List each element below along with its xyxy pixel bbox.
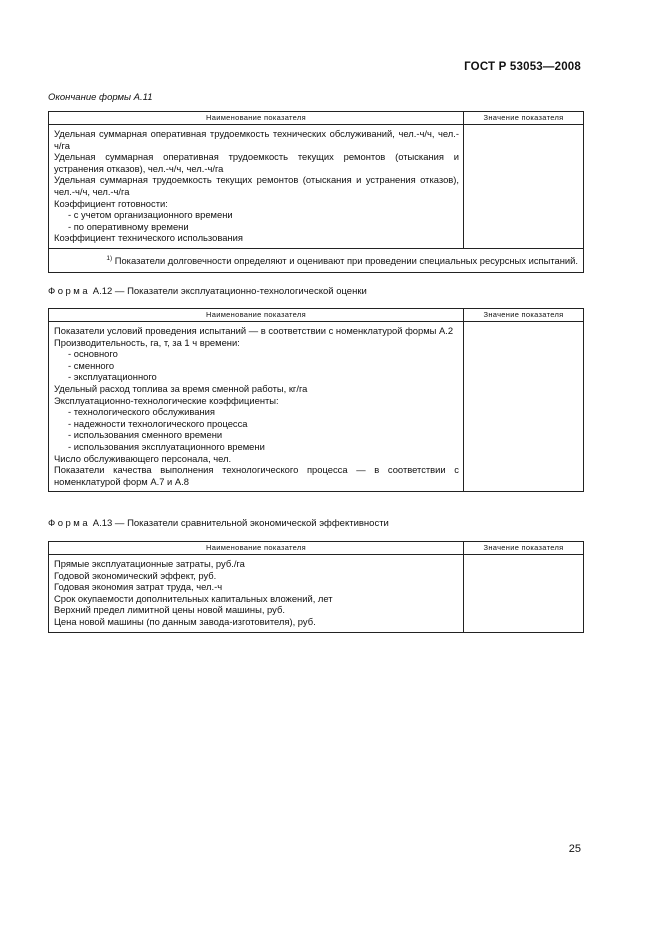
indicator-sub-item: - использования сменного времени [68, 429, 223, 441]
column-header-value: Значение показателя [464, 112, 584, 125]
column-header-name: Наименование показателя [49, 112, 464, 125]
page-number: 25 [568, 843, 581, 855]
form-a13-table [48, 541, 584, 633]
value-cell [464, 555, 584, 633]
indicator-sub-item: - по оперативному времени [68, 220, 189, 232]
indicator-item: Производительность, га, т, за 1 ч времени: [54, 336, 240, 348]
indicator-item: Удельный расход топлива за время сменной работы, кг/га [54, 382, 308, 394]
indicator-list [49, 322, 464, 492]
form-a12-title: А.12 — Показатели эксплуатационно-технологической оценки [90, 286, 367, 297]
column-header-name: Наименование показателя [49, 309, 464, 322]
table-header-row [49, 112, 584, 125]
indicator-item: Срок окупаемости дополнительных капитальных вложений, лет [54, 592, 333, 604]
indicator-sub-item: - надежности технологического процесса [68, 417, 248, 429]
indicator-sub-item: - с учетом организационного времени [68, 209, 233, 221]
indicator-item: Верхний предел лимитной цены новой машины, руб. [54, 604, 285, 616]
indicator-item: Годовой экономический эффект, руб. [54, 569, 217, 581]
table-row [49, 125, 584, 249]
indicator-item: Коэффициент готовности: [54, 197, 168, 209]
indicator-item: Коэффициент технического использования [54, 232, 243, 244]
indicator-sub-item: - основного [68, 348, 118, 360]
indicator-list [49, 555, 464, 633]
form-a13-title: А.13 — Показатели сравнительной экономической эффективности [90, 518, 389, 529]
footnote [49, 248, 584, 272]
form-word: Форма [48, 518, 91, 529]
column-header-value: Значение показателя [464, 542, 584, 555]
form-a11-caption: Окончание формы А.11 [48, 92, 153, 103]
table-header-row [49, 542, 584, 555]
indicator-item: Показатели качества выполнения технологического процесса — в соответствии с номенклатурой форм А.7 и А.8 [54, 464, 459, 487]
form-a13-caption [48, 518, 389, 530]
value-cell [464, 125, 584, 249]
indicator-list [49, 125, 464, 249]
indicator-item: Удельная суммарная оперативная трудоемкость технических обслуживаний, чел.-ч/ч, чел.-ч/га [54, 128, 459, 151]
footnote-mark: 1) [106, 254, 113, 262]
indicator-item: Удельная суммарная трудоемкость текущих ремонтов (отыскания и устранения отказов), чел.-ч/ч, чел.-ч/га [54, 174, 459, 197]
indicator-item: Цена новой машины (по данным завода-изготовителя), руб. [54, 615, 316, 627]
form-a12-caption [48, 286, 367, 298]
indicator-item: Эксплуатационно-технологические коэффициенты: [54, 394, 279, 406]
table-row [49, 322, 584, 492]
column-header-name: Наименование показателя [49, 542, 464, 555]
indicator-sub-item: - технологического обслуживания [68, 406, 215, 418]
indicator-sub-item: - эксплуатационного [68, 371, 157, 383]
indicator-sub-item: - использования эксплуатационного времени [68, 440, 265, 452]
table-header-row [49, 309, 584, 322]
indicator-sub-item: - сменного [68, 359, 115, 371]
form-a12-table [48, 308, 584, 492]
indicator-item: Показатели условий проведения испытаний — в соответствии с номенклатурой формы А.2 [54, 325, 454, 336]
form-word: Форма [48, 286, 91, 297]
indicator-item: Число обслуживающего персонала, чел. [54, 452, 232, 464]
footnote-row [49, 248, 584, 272]
column-header-value: Значение показателя [464, 309, 584, 322]
form-a11-table [48, 111, 584, 273]
indicator-item: Годовая экономия затрат труда, чел.-ч [54, 581, 223, 593]
footnote-text: Показатели долговечности определяют и оценивают при проведении специальных ресурсных испытаний. [114, 255, 578, 267]
indicator-item: Удельная суммарная оперативная трудоемкость текущих ремонтов (отыскания и устранения отказов), чел.-ч/ч, чел.-ч/га [54, 151, 459, 174]
indicator-item: Прямые эксплуатационные затраты, руб./га [54, 558, 245, 569]
value-cell [464, 322, 584, 492]
table-row [49, 555, 584, 633]
standard-designation: ГОСТ Р 53053—2008 [464, 61, 581, 73]
